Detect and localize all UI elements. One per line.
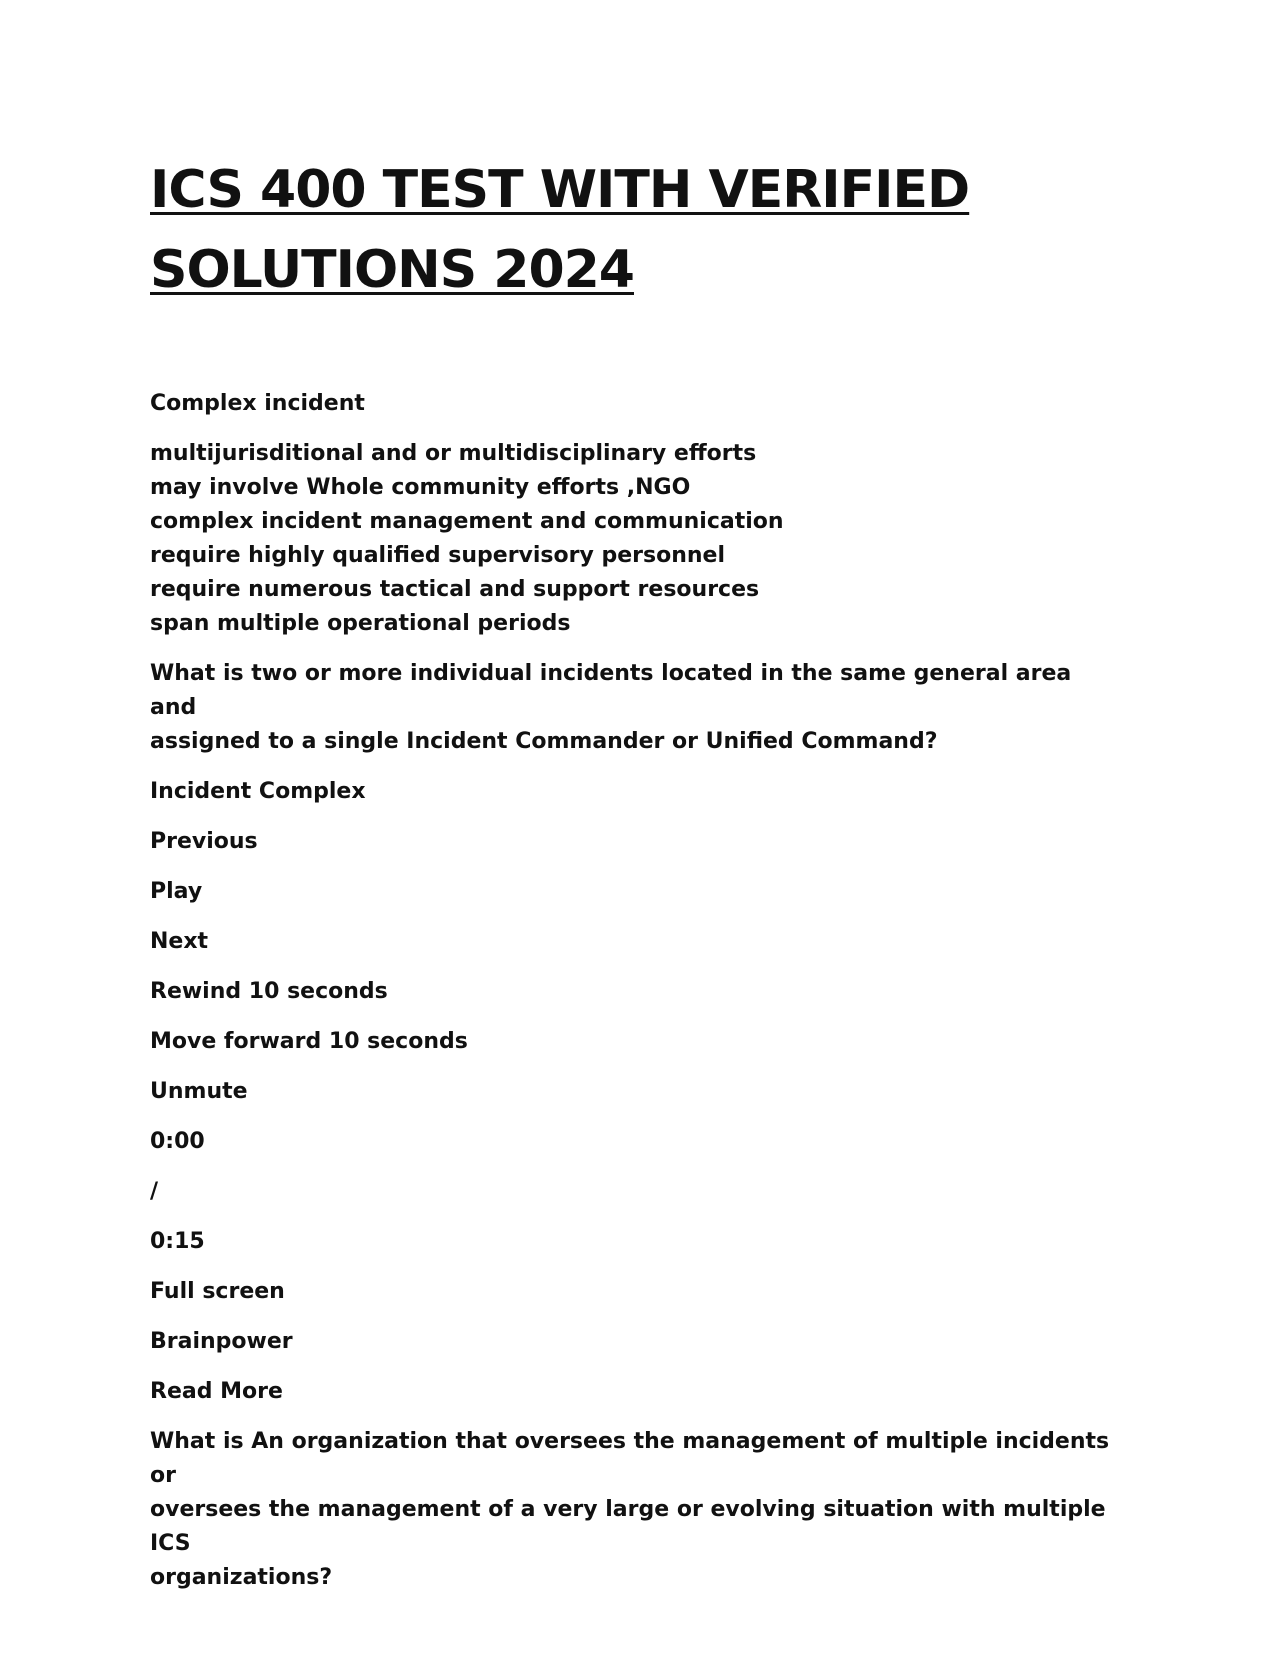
title-line: SOLUTIONS 2024	[150, 240, 634, 300]
text-line: assigned to a single Incident Commander or Unified Command?	[150, 729, 938, 754]
text-line: Incident Complex	[150, 779, 366, 804]
player-fullscreen-label	[150, 1275, 1110, 1309]
text-line: 0:15	[150, 1229, 205, 1254]
text-line: complex incident management and communication	[150, 509, 784, 534]
question-area-command	[150, 1425, 1110, 1595]
text-line: 0:00	[150, 1129, 205, 1154]
text-line: Next	[150, 929, 209, 954]
text-line: require highly qualified supervisory personnel	[150, 543, 726, 568]
document-title	[150, 150, 1110, 310]
text-line: Play	[150, 879, 203, 904]
read-more-label	[150, 1375, 1110, 1409]
document-page	[150, 150, 1110, 1611]
text-line: Previous	[150, 829, 258, 854]
text-line: Full screen	[150, 1279, 285, 1304]
text-line: organizations?	[150, 1565, 333, 1590]
player-unmute-label	[150, 1075, 1110, 1109]
player-rewind-label	[150, 975, 1110, 1009]
question-incident-complex	[150, 657, 1110, 759]
player-play-label	[150, 875, 1110, 909]
player-previous-label	[150, 825, 1110, 859]
text-line: require numerous tactical and support resources	[150, 577, 760, 602]
text-line: Move forward 10 seconds	[150, 1029, 468, 1054]
text-line: Rewind 10 seconds	[150, 979, 388, 1004]
text-line: multijurisditional and or multidisciplinary efforts	[150, 441, 757, 466]
brainpower-label	[150, 1325, 1110, 1359]
document-body	[150, 387, 1110, 1595]
definition-complex-incident	[150, 437, 1110, 641]
text-line: What is two or more individual incidents located in the same general area and	[150, 661, 1072, 720]
player-duration	[150, 1225, 1110, 1259]
title-line: ICS 400 TEST WITH VERIFIED	[150, 160, 970, 220]
text-line: Unmute	[150, 1079, 248, 1104]
player-forward-label	[150, 1025, 1110, 1059]
text-line: /	[150, 1179, 159, 1204]
text-line: Read More	[150, 1379, 283, 1404]
player-next-label	[150, 925, 1110, 959]
text-line: What is An organization that oversees the management of multiple incidents or	[150, 1429, 1110, 1488]
term-complex-incident	[150, 387, 1110, 421]
text-line: span multiple operational periods	[150, 611, 571, 636]
text-line: may involve Whole community efforts ,NGO	[150, 475, 691, 500]
text-line: Complex incident	[150, 391, 365, 416]
answer-incident-complex	[150, 775, 1110, 809]
player-current-time	[150, 1125, 1110, 1159]
player-time-separator	[150, 1175, 1110, 1209]
text-line: oversees the management of a very large or evolving situation with multiple ICS	[150, 1497, 1106, 1556]
text-line: Brainpower	[150, 1329, 293, 1354]
